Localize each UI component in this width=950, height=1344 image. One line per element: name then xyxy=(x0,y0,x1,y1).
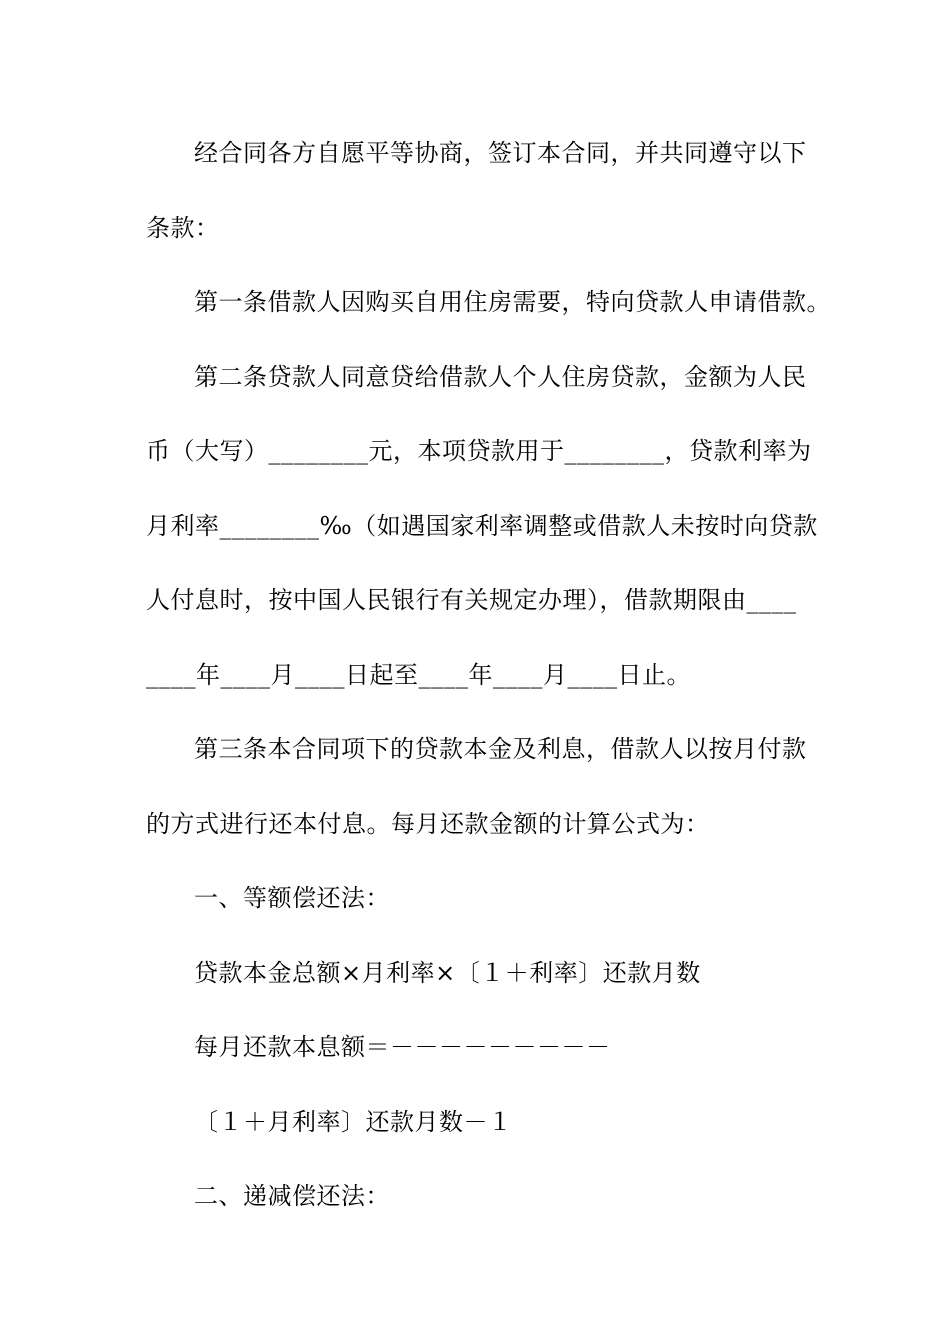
text-line-1: 经合同各方自愿平等协商，签订本合同，并共同遵守以下 xyxy=(194,139,807,167)
formula-result: 每月还款本息额＝－－－－－－－－－ xyxy=(194,1033,611,1061)
formula-denominator: 〔１＋月利率〕还款月数－１ xyxy=(194,1107,513,1136)
contract-body xyxy=(146,120,831,1238)
text-line-4: 第二条贷款人同意贷给借款人个人住房贷款，金额为人民 xyxy=(194,362,807,391)
text-line-8: ____年____月____日起至____年____月____日止。 xyxy=(146,660,691,689)
text-line-9: 第三条本合同项下的贷款本金及利息，借款人以按月付款 xyxy=(194,735,807,763)
formula-numerator: 贷款本金总额×月利率×〔１＋利率〕还款月数 xyxy=(194,958,701,987)
text-line-2: 条款： xyxy=(146,213,220,242)
text-line-11: 一、等额偿还法： xyxy=(194,884,390,912)
text-line-5: 币（大写）________元，本项贷款用于________，贷款利率为 xyxy=(146,437,812,465)
text-line-3: 第一条借款人因购买自用住房需要，特向贷款人申请借款。 xyxy=(194,288,831,316)
text-line-15: 二、递减偿还法： xyxy=(194,1182,390,1210)
text-line-10: 的方式进行还本付息。每月还款金额的计算公式为： xyxy=(146,809,710,838)
text-line-7: 人付息时，按中国人民银行有关规定办理），借款期限由____ xyxy=(146,586,797,614)
text-line-6: 月利率________‰（如遇国家利率调整或借款人未按时向贷款 xyxy=(146,511,818,540)
